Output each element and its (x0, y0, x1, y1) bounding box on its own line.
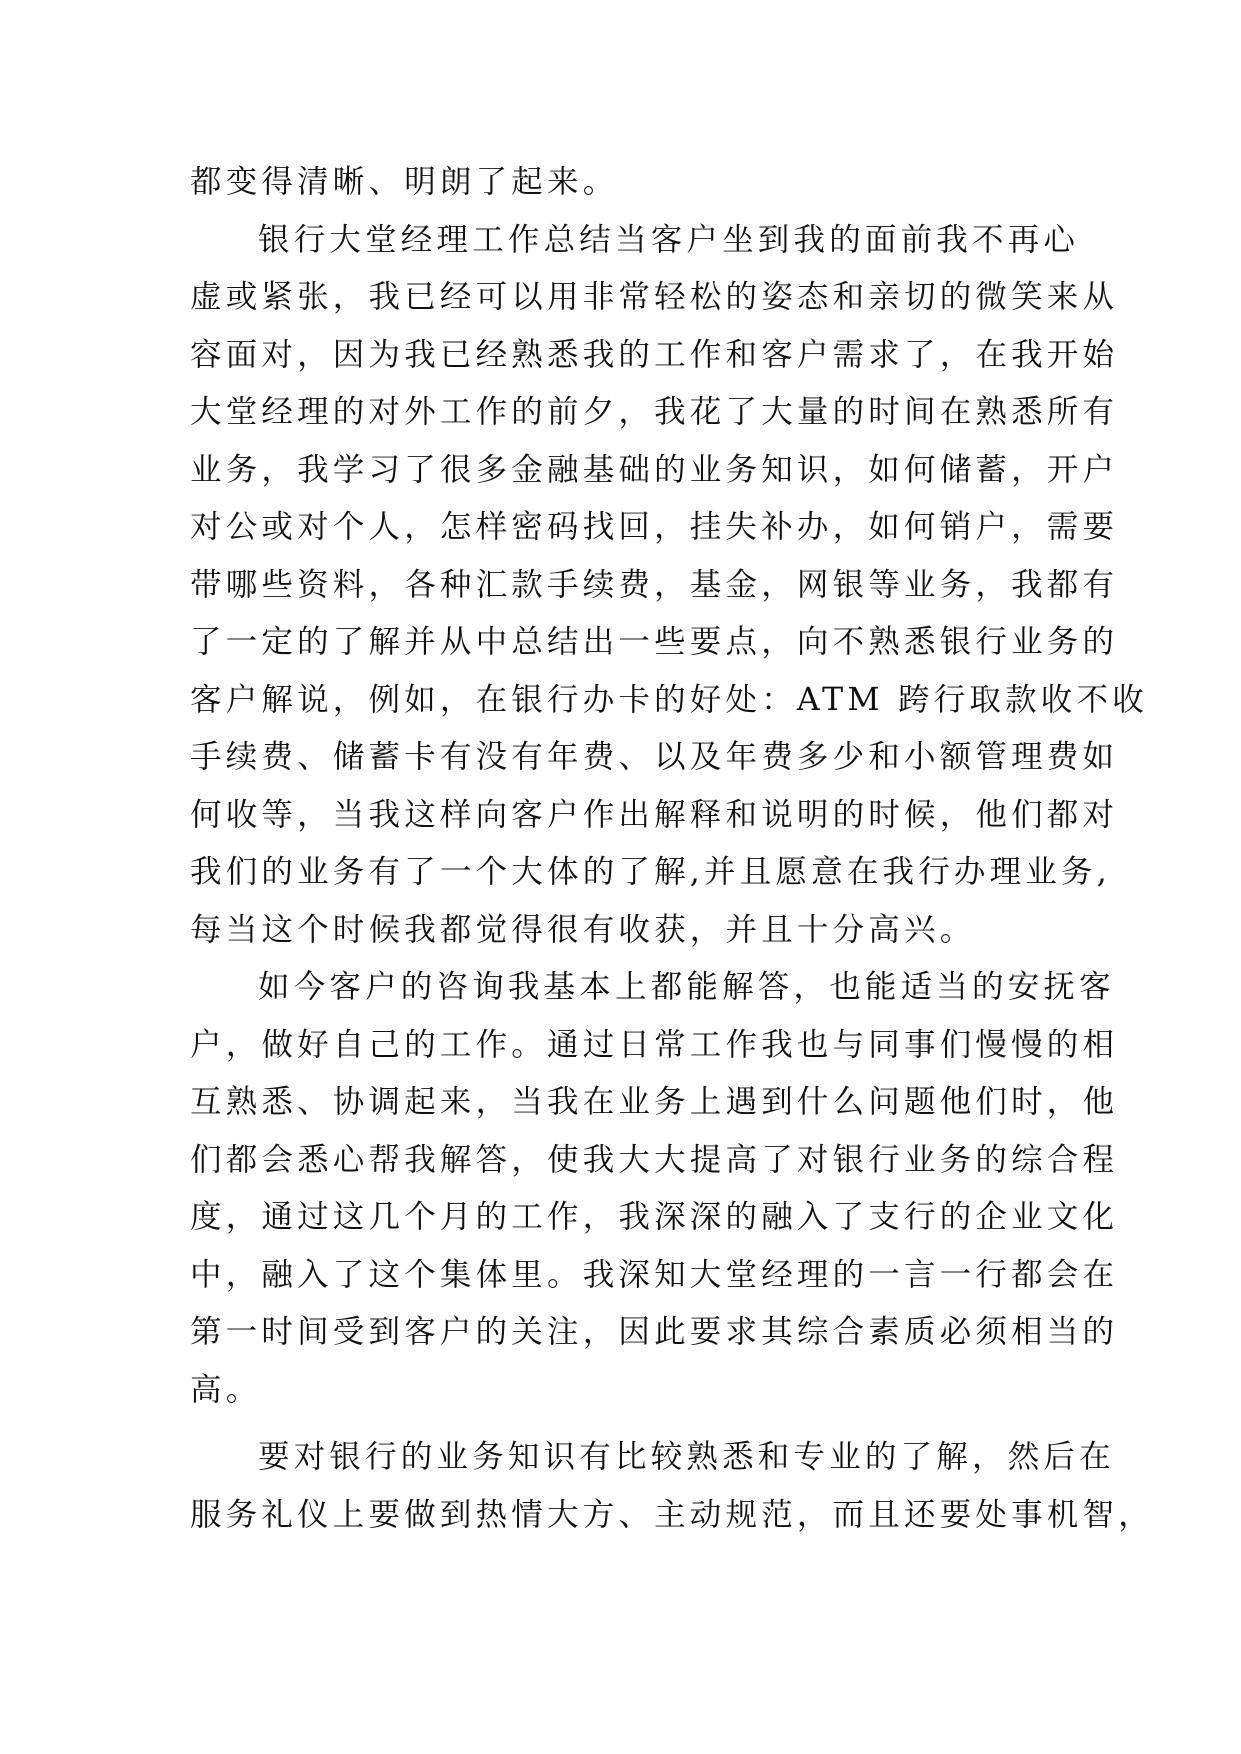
text-line: 每当这个时候我都觉得很有收获，并且十分高兴。 (190, 911, 976, 948)
text-line: 大堂经理的对外工作的前夕，我花了大量的时间在熟悉所有 (190, 394, 1119, 430)
text-line: 了一定的了解并从中总结出一些要点，向不熟悉银行业务的 (190, 624, 1119, 660)
text-line: 业务，我学习了很多金融基础的业务知识，如何储蓄，开户 (190, 451, 1119, 488)
text-line: 度，通过这几个月的工作，我深深的融入了支行的企业文化 (190, 1199, 1119, 1235)
text-line: 银行大堂经理工作总结当客户坐到我的面前我不再心 (258, 221, 1080, 258)
text-line: 都变得清晰、明朗了起来。 (190, 164, 619, 200)
text-line: 容面对，因为我已经熟悉我的工作和客户需求了，在我开始 (190, 336, 1119, 373)
text-line: 手续费、储蓄卡有没有年费、以及年费多少和小额管理费如 (190, 739, 1119, 775)
text-line: 互熟悉、协调起来，当我在业务上遇到什么问题他们时，他 (190, 1084, 1119, 1120)
document-body (190, 154, 1154, 1544)
paragraph-gap (190, 1419, 1050, 1429)
text-line: 虚或紧张，我已经可以用非常轻松的姿态和亲切的微笑来从 (190, 279, 1119, 315)
text-line: 要对银行的业务知识有比较熟悉和专业的了解，然后在 (258, 1439, 1115, 1475)
text-line: 如今客户的咨询我基本上都能解答，也能适当的安抚客 (258, 969, 1115, 1005)
text-line: 中，融入了这个集体里。我深知大堂经理的一言一行都会在 (190, 1256, 1119, 1293)
text-line: 户，做好自己的工作。通过日常工作我也与同事们慢慢的相 (190, 1026, 1119, 1063)
text-line: 何收等，当我这样向客户作出解释和说明的时候，他们都对 (190, 796, 1119, 833)
text-line: 服务礼仪上要做到热情大方、主动规范，而且还要处事机智， (190, 1496, 1154, 1533)
text-line: 我们的业务有了一个大体的了解,并且愿意在我行办理业务, (190, 854, 1111, 890)
text-line: 们都会悉心帮我解答，使我大大提高了对银行业务的综合程 (190, 1141, 1119, 1178)
text-line: 带哪些资料，各种汇款手续费，基金，网银等业务，我都有 (190, 566, 1119, 603)
text-line: 对公或对个人，怎样密码找回，挂失补办，如何销户，需要 (190, 509, 1119, 545)
text-line: 高。 (190, 1371, 262, 1408)
text-line: 客户解说，例如，在银行办卡的好处：ATM 跨行取款收不收 (190, 681, 1148, 718)
text-line: 第一时间受到客户的关注，因此要求其综合素质必须相当的 (190, 1314, 1119, 1350)
